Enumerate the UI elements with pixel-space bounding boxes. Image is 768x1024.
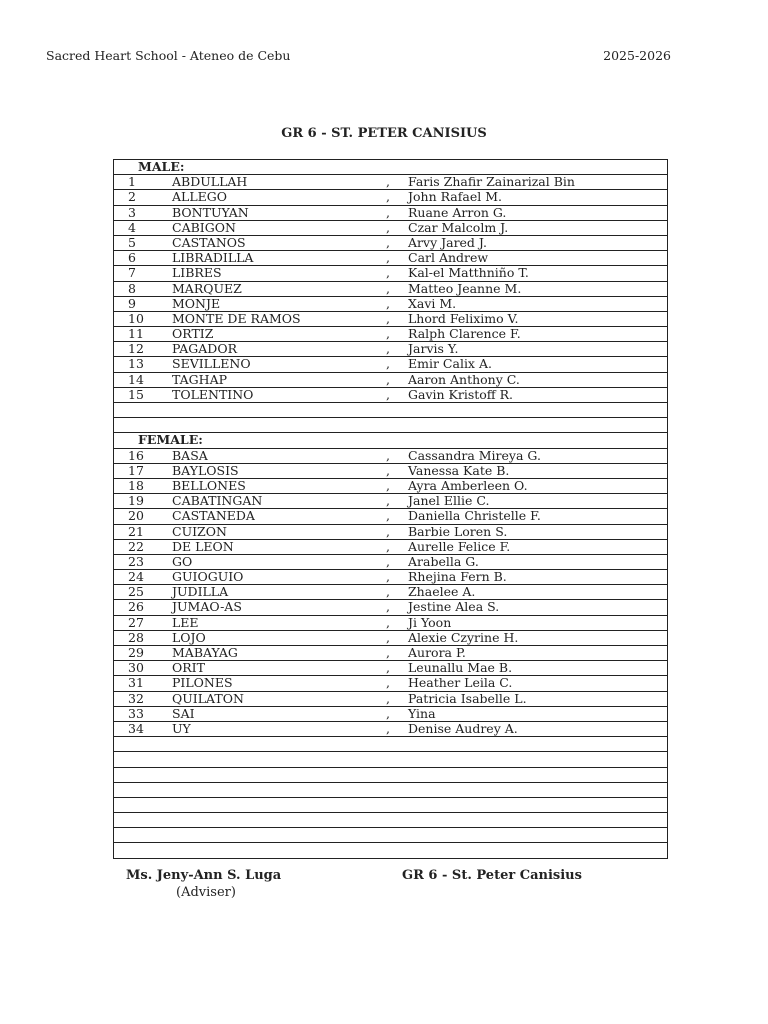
- name-separator: ,: [386, 720, 390, 736]
- section-header-male: [114, 160, 667, 175]
- table-row: [114, 479, 667, 494]
- student-first-name: Ruane Arron G.: [408, 204, 507, 220]
- student-first-name: Jarvis Y.: [408, 341, 459, 357]
- table-row: [114, 616, 667, 631]
- student-number: 25: [128, 584, 144, 600]
- table-row: [114, 357, 667, 372]
- name-separator: ,: [386, 538, 390, 554]
- table-row: [114, 464, 667, 479]
- student-first-name: Lhord Feliximo V.: [408, 310, 519, 326]
- student-first-name: Emir Calix A.: [408, 356, 492, 372]
- student-last-name: LOJO: [172, 629, 206, 645]
- student-last-name: TOLENTINO: [172, 386, 254, 402]
- student-last-name: UY: [172, 720, 191, 736]
- table-row: [114, 236, 667, 251]
- blank-row: [114, 737, 667, 752]
- blank-row: [114, 828, 667, 843]
- blank-row: [114, 798, 667, 813]
- student-last-name: JUDILLA: [172, 584, 229, 600]
- table-row: [114, 692, 667, 707]
- student-number: 17: [128, 462, 144, 478]
- student-first-name: Daniella Christelle F.: [408, 508, 541, 524]
- student-number: 6: [128, 250, 136, 266]
- name-separator: ,: [386, 341, 390, 357]
- student-last-name: LEE: [172, 614, 199, 630]
- student-number: 2: [128, 189, 136, 205]
- adviser-role: (Adviser): [176, 885, 236, 900]
- name-separator: ,: [386, 599, 390, 615]
- name-separator: ,: [386, 493, 390, 509]
- name-separator: ,: [386, 234, 390, 250]
- student-first-name: Ayra Amberleen O.: [408, 477, 528, 493]
- section-header-female: [114, 433, 667, 448]
- student-first-name: Ralph Clarence F.: [408, 326, 521, 342]
- student-number: 19: [128, 493, 144, 509]
- student-number: 23: [128, 553, 144, 569]
- student-first-name: Rhejina Fern B.: [408, 569, 507, 585]
- name-separator: ,: [386, 447, 390, 463]
- table-row: [114, 312, 667, 327]
- blank-row: [114, 813, 667, 828]
- student-last-name: CASTANEDA: [172, 508, 255, 524]
- name-separator: ,: [386, 553, 390, 569]
- student-number: 28: [128, 629, 144, 645]
- student-last-name: CASTANOS: [172, 234, 246, 250]
- table-row: [114, 297, 667, 312]
- name-separator: ,: [386, 204, 390, 220]
- class-name: GR 6 - St. Peter Canisius: [402, 868, 582, 883]
- student-first-name: Cassandra Mireya G.: [408, 447, 541, 463]
- table-row: [114, 388, 667, 403]
- student-first-name: Denise Audrey A.: [408, 720, 518, 736]
- student-first-name: Arabella G.: [408, 553, 479, 569]
- name-separator: ,: [386, 189, 390, 205]
- student-last-name: QUILATON: [172, 690, 244, 706]
- table-row: [114, 600, 667, 615]
- student-number: 24: [128, 569, 144, 585]
- table-row: [114, 190, 667, 205]
- student-number: 31: [128, 675, 144, 691]
- student-first-name: Faris Zhafir Zainarizal Bin: [408, 174, 575, 190]
- page-header: [46, 48, 671, 66]
- student-number: 34: [128, 720, 144, 736]
- name-separator: ,: [386, 250, 390, 266]
- student-last-name: LIBRADILLA: [172, 250, 254, 266]
- student-number: 20: [128, 508, 144, 524]
- student-last-name: BASA: [172, 447, 208, 463]
- table-row: [114, 221, 667, 236]
- student-number: 12: [128, 341, 144, 357]
- name-separator: ,: [386, 356, 390, 372]
- student-last-name: GO: [172, 553, 193, 569]
- student-last-name: DE LEON: [172, 538, 234, 554]
- student-number: 8: [128, 280, 136, 296]
- table-row: [114, 661, 667, 676]
- student-number: 15: [128, 386, 144, 402]
- name-separator: ,: [386, 265, 390, 281]
- student-first-name: Alexie Czyrine H.: [408, 629, 519, 645]
- student-last-name: GUIOGUIO: [172, 569, 244, 585]
- table-row: [114, 540, 667, 555]
- blank-row: [114, 418, 667, 433]
- name-separator: ,: [386, 660, 390, 676]
- table-row: [114, 373, 667, 388]
- name-separator: ,: [386, 645, 390, 660]
- student-first-name: Matteo Jeanne M.: [408, 280, 522, 296]
- student-last-name: MONJE: [172, 295, 221, 311]
- name-separator: ,: [386, 477, 390, 493]
- table-row: [114, 251, 667, 266]
- table-row: [114, 175, 667, 190]
- name-separator: ,: [386, 690, 390, 706]
- student-first-name: Aurora P.: [408, 645, 466, 660]
- student-number: 3: [128, 204, 136, 220]
- name-separator: ,: [386, 705, 390, 721]
- student-first-name: Heather Leila C.: [408, 675, 513, 691]
- student-number: 18: [128, 477, 144, 493]
- table-row: [114, 631, 667, 646]
- blank-row: [114, 768, 667, 783]
- student-number: 33: [128, 705, 144, 721]
- blank-row: [114, 403, 667, 418]
- student-number: 1: [128, 174, 136, 190]
- student-first-name: John Rafael M.: [408, 189, 502, 205]
- table-row: [114, 494, 667, 509]
- blank-row: [114, 752, 667, 767]
- name-separator: ,: [386, 569, 390, 585]
- name-separator: ,: [386, 371, 390, 387]
- name-separator: ,: [386, 675, 390, 691]
- name-separator: ,: [386, 584, 390, 600]
- student-number: 27: [128, 614, 144, 630]
- name-separator: ,: [386, 614, 390, 630]
- student-last-name: MONTE DE RAMOS: [172, 310, 301, 326]
- student-first-name: Aurelle Felice F.: [408, 538, 511, 554]
- student-number: 5: [128, 234, 136, 250]
- table-row: [114, 327, 667, 342]
- student-number: 16: [128, 447, 144, 463]
- student-last-name: ORIT: [172, 660, 205, 676]
- table-row: [114, 676, 667, 691]
- student-number: 32: [128, 690, 144, 706]
- student-number: 14: [128, 371, 144, 387]
- adviser-name: Ms. Jeny-Ann S. Luga: [126, 868, 282, 883]
- student-number: 21: [128, 523, 144, 539]
- student-number: 22: [128, 538, 144, 554]
- student-last-name: JUMAO-AS: [172, 599, 242, 615]
- student-last-name: BELLONES: [172, 477, 246, 493]
- section-label: FEMALE:: [138, 432, 203, 448]
- student-first-name: Janel Ellie C.: [408, 493, 490, 509]
- student-first-name: Gavin Kristoff R.: [408, 386, 514, 402]
- school-name: Sacred Heart School - Ateneo de Cebu: [46, 48, 291, 63]
- student-last-name: PILONES: [172, 675, 233, 691]
- page-title: GR 6 - ST. PETER CANISIUS: [281, 126, 487, 141]
- name-separator: ,: [386, 295, 390, 311]
- table-row: [114, 282, 667, 297]
- student-first-name: Jestine Alea S.: [408, 599, 500, 615]
- student-first-name: Barbie Loren S.: [408, 523, 508, 539]
- student-number: 11: [128, 326, 144, 342]
- student-first-name: Leunallu Mae B.: [408, 660, 513, 676]
- student-last-name: SAI: [172, 705, 195, 721]
- table-row: [114, 707, 667, 722]
- student-last-name: LIBRES: [172, 265, 222, 281]
- name-separator: ,: [386, 386, 390, 402]
- table-row: [114, 555, 667, 570]
- student-first-name: Yina: [408, 705, 436, 721]
- name-separator: ,: [386, 629, 390, 645]
- student-first-name: Vanessa Kate B.: [408, 462, 510, 478]
- student-first-name: Xavi M.: [408, 295, 457, 311]
- school-year: 2025-2026: [603, 48, 671, 63]
- student-last-name: PAGADOR: [172, 341, 237, 357]
- student-first-name: Patricia Isabelle L.: [408, 690, 527, 706]
- blank-row: [114, 843, 667, 858]
- table-row: [114, 646, 667, 661]
- student-first-name: Zhaelee A.: [408, 584, 476, 600]
- table-row: [114, 509, 667, 524]
- name-separator: ,: [386, 280, 390, 296]
- student-number: 7: [128, 265, 136, 281]
- student-number: 30: [128, 660, 144, 676]
- student-last-name: CUIZON: [172, 523, 227, 539]
- student-last-name: MARQUEZ: [172, 280, 242, 296]
- student-number: 26: [128, 599, 144, 615]
- student-number: 4: [128, 219, 136, 235]
- table-row: [114, 206, 667, 221]
- student-number: 29: [128, 645, 144, 660]
- table-row: [114, 266, 667, 281]
- name-separator: ,: [386, 462, 390, 478]
- table-row: [114, 449, 667, 464]
- roster-table: [113, 159, 668, 859]
- section-label: MALE:: [138, 159, 185, 174]
- student-last-name: SEVILLENO: [172, 356, 251, 372]
- student-number: 10: [128, 310, 144, 326]
- student-last-name: ALLEGO: [172, 189, 227, 205]
- name-separator: ,: [386, 219, 390, 235]
- student-first-name: Arvy Jared J.: [408, 234, 487, 250]
- student-first-name: Ji Yoon: [408, 614, 452, 630]
- table-row: [114, 570, 667, 585]
- name-separator: ,: [386, 523, 390, 539]
- name-separator: ,: [386, 508, 390, 524]
- student-first-name: Kal-el Matthniño T.: [408, 265, 529, 281]
- student-last-name: BAYLOSIS: [172, 462, 239, 478]
- table-row: [114, 585, 667, 600]
- blank-row: [114, 783, 667, 798]
- student-last-name: BONTUYAN: [172, 204, 249, 220]
- student-number: 13: [128, 356, 144, 372]
- student-number: 9: [128, 295, 136, 311]
- student-last-name: TAGHAP: [172, 371, 228, 387]
- student-first-name: Czar Malcolm J.: [408, 219, 509, 235]
- student-last-name: CABATINGAN: [172, 493, 263, 509]
- student-first-name: Carl Andrew: [408, 250, 489, 266]
- student-first-name: Aaron Anthony C.: [408, 371, 520, 387]
- table-row: [114, 342, 667, 357]
- name-separator: ,: [386, 310, 390, 326]
- student-last-name: CABIGON: [172, 219, 236, 235]
- student-last-name: ABDULLAH: [172, 174, 248, 190]
- table-row: [114, 722, 667, 737]
- table-row: [114, 525, 667, 540]
- student-last-name: MABAYAG: [172, 645, 238, 660]
- name-separator: ,: [386, 174, 390, 190]
- name-separator: ,: [386, 326, 390, 342]
- student-last-name: ORTIZ: [172, 326, 214, 342]
